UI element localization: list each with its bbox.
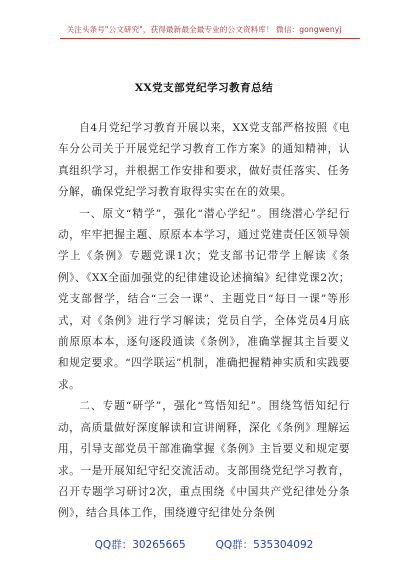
paragraph-section-1: 一、原文“精学”，强化“潜心学纪”。围绕潜心学纪行动，牢牢把握主题、原原本本学习，通过党建责任区领导领学上《条例》专题党课1次；党支部书记带学上解读《条例》、《XX全面加强党的纪律建设论述摘编》纪律党课2次；党支部督学，结合“三会一课”、主题党日“每日一课”等形式，对《条例》进行学习解读；党员自学，全体党员4月底前原原本本，逐句逐段通读《条例》，准确掌握其主旨要义和规定要求。“四学联运”机制，准确把握精神实质和实践要求。 — [58, 207, 350, 391]
footer-contacts — [0, 537, 408, 552]
footer-qq-group-1: QQ群：30265665 — [94, 539, 186, 551]
paragraph-intro: 自4月党纪学习教育开展以来，XX党支部严格按照《电车分公司关于开展党纪学习教育工作方案》的通知精神，认真组织学习，并根据工作安排和要求，做好责任落实、任务分解，确保党纪学习教育取得实实在在的效果。 — [58, 122, 350, 199]
header-divider — [60, 38, 360, 39]
footer-qq-group-2: QQ群：535304092 — [215, 539, 314, 551]
document-title: XX党支部党纪学习教育总结 — [134, 82, 274, 94]
header-promo-note: 关注头条号"公文研究"，获得最新最全最专业的公文资料库！ 微信：gongwenyj — [66, 25, 342, 34]
paragraph-section-2: 二、专题“研学”，强化“笃悟知纪”。围绕笃悟知纪行动，高质量做好深度解读和宣讲阐释，深化《条例》理解运用，引导支部党员干部准确掌握《条例》主旨要义和规定要求。一是开展知纪守纪交流活动。支部围绕党纪学习教育，召开专题学习研讨2次，重点围绕《中国共产党纪律处分条例》，结合具体工作，围绕遵守纪律处分条例 — [58, 400, 350, 520]
document-body — [58, 118, 350, 525]
